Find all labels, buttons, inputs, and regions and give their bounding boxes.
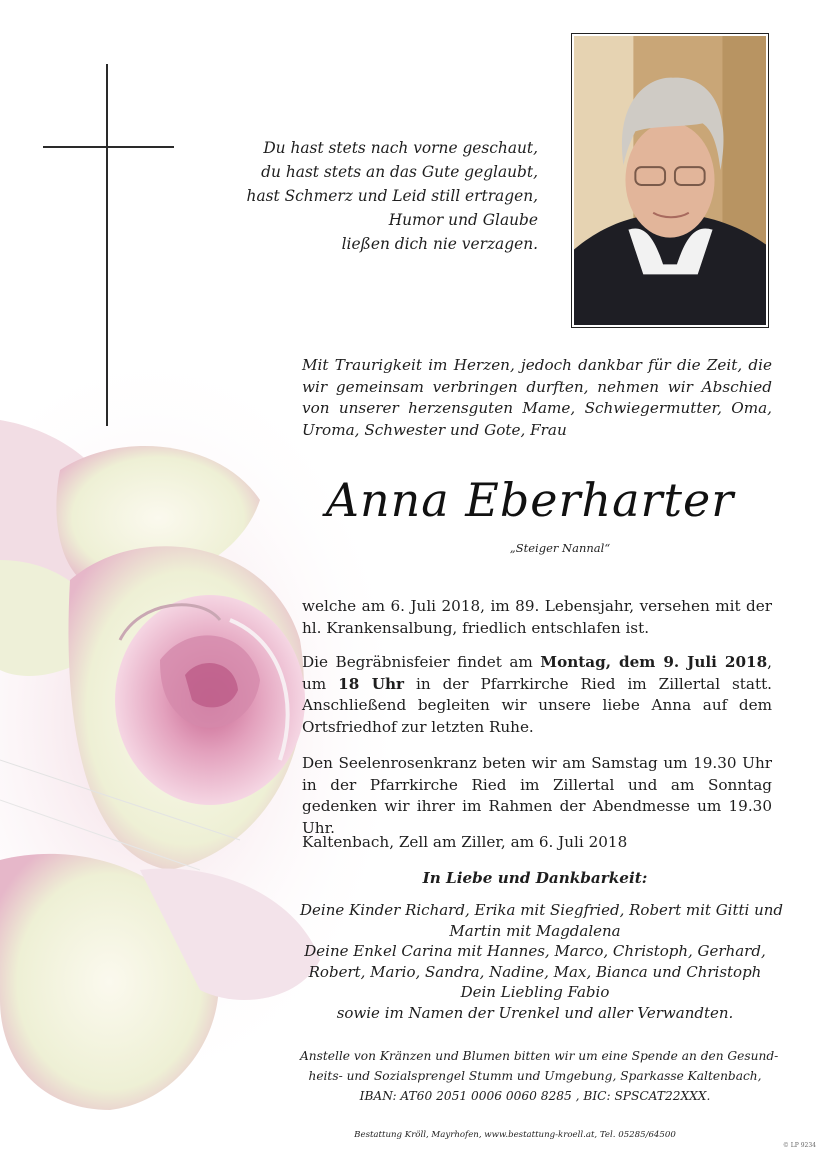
reference-code: © LP 9234 [782,1142,816,1149]
nickname: „Steiger Nannal“ [509,541,611,555]
funeral-text-c: in der Pfarrkirche Ried im Zillertal statt. Anschließend begleiten wir unsere liebe Anna auf dem Ortsfriedhof zur letzten Ruhe. [302,674,772,736]
poem-line: Humor und Glaube [388,211,538,229]
poem [228,136,538,256]
mourner-line: Robert, Mario, Sandra, Nadine, Max, Bianca und Christoph [308,962,762,981]
funeral-text [302,652,772,738]
cross-horizontal [43,146,174,148]
poem-line: du hast stets an das Gute geglaubt, [261,163,538,181]
poem-line: ließen dich nie verzagen. [341,235,538,253]
funeral-text-b: , um [302,653,772,693]
funeral-home-footer: Bestattung Kröll, Mayrhofen, www.bestattung-kroell.at, Tel. 05285/64500 [354,1130,676,1140]
funeral-time: 18 Uhr [338,674,405,693]
poem-line: hast Schmerz und Leid still ertragen, [246,187,538,205]
portrait-photo [571,33,769,328]
passing-text: welche am 6. Juli 2018, im 89. Lebensjahr, versehen mit der hl. Krankensalbung, friedlich entschlafen ist. [302,597,772,637]
portrait-image [574,36,766,325]
donation-line: Anstelle von Kränzen und Blumen bitten wir um eine Spende an den Gesund- [300,1049,779,1063]
intro-text: Mit Traurigkeit im Herzen, jedoch dankbar für die Zeit, die wir gemeinsam verbringen durften, nehmen wir Abschied von unserer herzensguten Mame, Schwiegermutter, Oma, Uroma, Schwester und Gote, Frau [302,356,772,439]
cross-vertical [106,64,108,426]
deceased-name: Anna Eberharter [325,473,735,527]
mourner-line: Deine Enkel Carina mit Hannes, Marco, Christoph, Gerhard, [304,942,766,961]
mourners-list [300,900,784,1024]
funeral-date: Montag, dem 9. Juli 2018 [540,653,768,671]
donation-note [300,1046,779,1106]
mourner-line: Deine Kinder Richard, Erika mit Siegfried, Robert mit Gitti und [300,901,784,919]
mourner-line: Martin mit Magdalena [449,921,621,940]
gratitude-heading: In Liebe und Dankbarkeit: [422,869,648,887]
mourner-line: Dein Liebling Fabio [460,983,610,1002]
donation-line: IBAN: AT60 2051 0006 0060 8285 , BIC: SPSCAT22XXX. [359,1089,711,1103]
poem-line: Du hast stets nach vorne geschaut, [263,139,538,157]
donation-line: heits- und Sozialsprengel Stumm und Umgebung, Sparkasse Kaltenbach, [308,1069,762,1083]
mourner-line: sowie im Namen der Urenkel und aller Verwandten. [336,1003,734,1022]
rosary-text: Den Seelenrosenkranz beten wir am Samstag um 19.30 Uhr in der Pfarrkirche Ried im Zillertal und am Sonntag gedenken wir ihrer im Rahmen der Abendmesse um 19.30 Uhr. [302,754,772,837]
place-date: Kaltenbach, Zell am Ziller, am 6. Juli 2018 [302,833,628,851]
funeral-text-a: Die Begräbnisfeier findet am [302,653,541,671]
